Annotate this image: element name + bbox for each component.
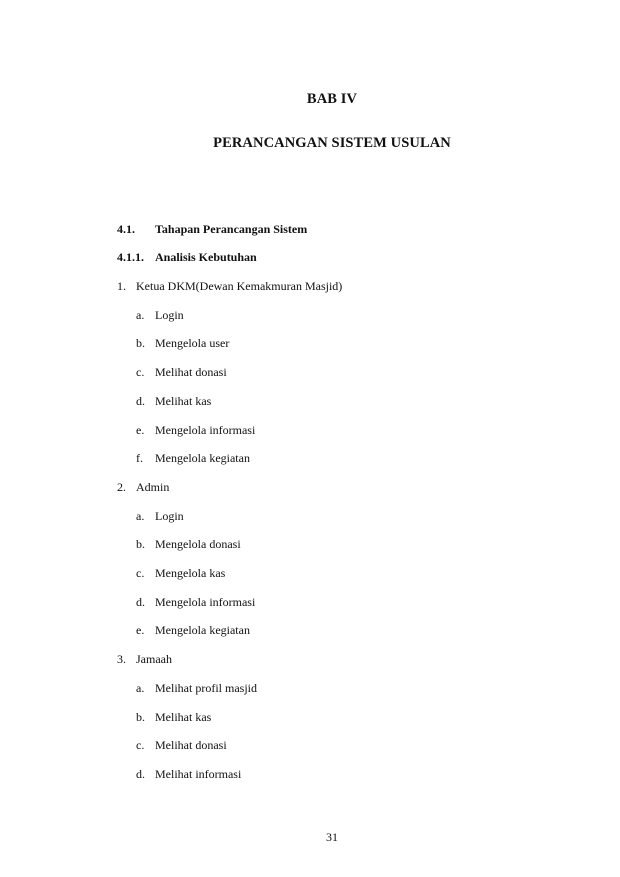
item-text: Login [155, 307, 184, 322]
item-text: Melihat kas [155, 709, 212, 724]
item-text: Mengelola kas [155, 566, 226, 580]
item-text: Mengelola donasi [155, 537, 241, 552]
group-title: Admin [136, 479, 170, 494]
item-letter: d. [136, 393, 145, 408]
item-text: Login [155, 508, 184, 523]
item-letter: e. [136, 623, 145, 638]
item-letter: f. [136, 451, 143, 466]
item-letter: d. [136, 766, 145, 781]
item-letter: e. [136, 422, 145, 437]
chapter-title: PERANCANGAN SISTEM USULAN [213, 135, 451, 151]
item-letter: b. [136, 537, 145, 552]
item-letter: a. [136, 508, 145, 523]
item-letter: b. [136, 709, 145, 724]
item-letter: c. [136, 738, 145, 753]
item-letter: a. [136, 307, 145, 322]
group-title: Jamaah [136, 652, 172, 667]
section-number: 4.1. [117, 222, 135, 236]
subsection-number: 4.1.1. [117, 250, 144, 264]
item-text: Melihat kas [155, 393, 212, 408]
item-text: Melihat donasi [155, 365, 227, 380]
group-number: 3. [117, 652, 126, 667]
group-number: 1. [117, 279, 126, 293]
item-letter: b. [136, 336, 145, 351]
item-text: Mengelola informasi [155, 594, 256, 609]
item-letter: d. [136, 594, 145, 609]
item-text: Melihat donasi [155, 738, 227, 753]
group-title: Ketua DKM(Dewan Kemakmuran Masjid) [136, 279, 343, 293]
item-letter: a. [136, 680, 145, 695]
chapter-heading: BAB IV [306, 91, 358, 107]
page-number: 31 [326, 830, 338, 844]
group-number: 2. [117, 479, 126, 494]
item-letter: c. [136, 566, 145, 580]
item-text: Melihat informasi [155, 766, 242, 781]
item-text: Mengelola kegiatan [155, 623, 250, 638]
item-text: Mengelola kegiatan [155, 451, 250, 466]
item-letter: c. [136, 365, 145, 380]
item-text: Melihat profil masjid [155, 680, 257, 695]
subsection-title: Analisis Kebutuhan [155, 250, 257, 264]
item-text: Mengelola informasi [155, 422, 256, 437]
section-title: Tahapan Perancangan Sistem [155, 222, 308, 236]
item-text: Mengelola user [155, 336, 230, 351]
